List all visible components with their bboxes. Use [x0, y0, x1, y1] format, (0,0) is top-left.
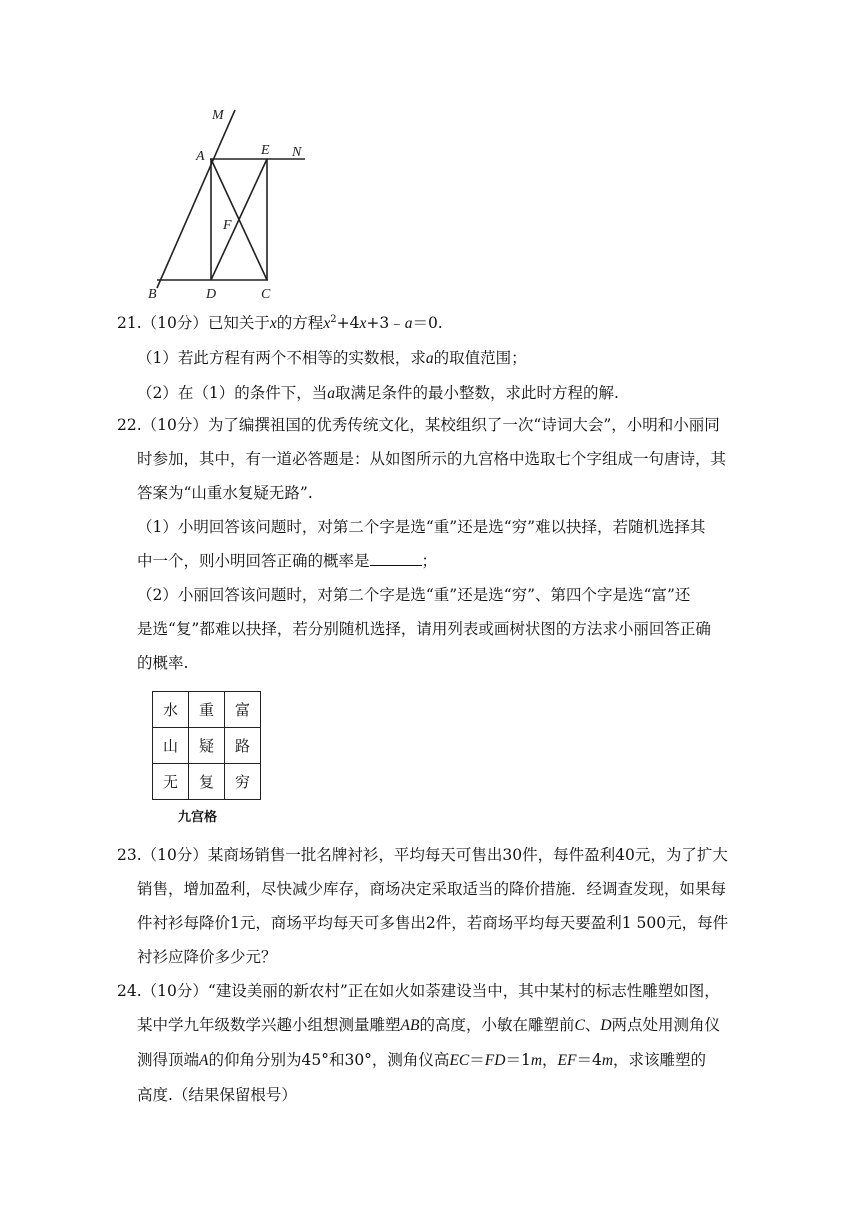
q24-text: ，求该雕塑的: [613, 1051, 707, 1069]
q23-line4: 衬衫应降价多少元？: [137, 948, 277, 966]
grid-cell: 富: [225, 692, 261, 728]
q23-number: 23.: [117, 846, 142, 864]
q24-line4: 高度.（结果保留根号）: [137, 1086, 297, 1104]
q24-line1: [117, 974, 757, 1008]
label-f: F: [223, 218, 232, 233]
var-ef: EF: [557, 1052, 577, 1069]
q23-line3: 件衬衫每降价1元，商场平均每天可多售出2件，若商场平均每天要盈利1 500元，每件: [137, 914, 729, 932]
grid-caption: 九宫格: [178, 810, 218, 825]
line-bm: [157, 110, 235, 288]
q22-points: （10分）: [141, 416, 208, 434]
eq-exponent: 2: [330, 313, 337, 325]
grid-cell: 复: [189, 764, 225, 800]
question-22: [117, 408, 757, 680]
var-fd: FD: [484, 1052, 506, 1069]
grid-cell: 无: [153, 764, 189, 800]
q21-part2-text: 取满足条件的最小整数，求此时方程的解.: [334, 384, 619, 402]
q23-points: （10分）: [141, 846, 208, 864]
q21-part1-text: 的取值范围；: [433, 349, 527, 367]
grid-row: [153, 764, 261, 800]
label-a: A: [196, 149, 205, 164]
q21-stem: [117, 306, 757, 341]
grid-cell: 水: [153, 692, 189, 728]
label-n: N: [292, 145, 302, 160]
var-x: x: [269, 315, 277, 332]
eq-a: a: [404, 315, 413, 332]
var-ec: EC: [449, 1052, 470, 1069]
q22-part1-line2: [117, 544, 757, 578]
q24-text: ＝1: [505, 1051, 531, 1069]
var-d: D: [600, 1017, 612, 1034]
q22-part1-text: ；: [421, 552, 438, 570]
q24-text: 的仰角分别为45°和30°，测角仪高: [208, 1051, 450, 1069]
q24-points: （10分）: [141, 982, 208, 1000]
q21-part1-text: （1）若此方程有两个不相等的实数根，求: [137, 349, 426, 367]
grid-cell: 山: [153, 728, 189, 764]
q22-text: 为了编撰祖国的优秀传统文化，某校组织了一次“诗词大会”，小明和小丽同: [207, 416, 720, 434]
grid-cell: 路: [225, 728, 261, 764]
q22-part2-line1: （2）小丽回答该问题时，对第二个字是选“重”还是选“穷”、第四个字是选“富”还: [137, 586, 691, 604]
var-ab: AB: [400, 1017, 420, 1034]
q24-line2: [117, 1008, 757, 1043]
answer-blank: [370, 551, 422, 566]
question-24: [117, 974, 757, 1112]
label-d: D: [206, 287, 217, 302]
q24-line3: [117, 1043, 757, 1078]
var-a: A: [199, 1052, 209, 1069]
question-23: [117, 838, 757, 974]
geometry-figure: [140, 102, 320, 302]
q22-line2: 时参加，其中，有一道必答题是：从如图所示的九宫格中选取七个字组成一句唐诗，其: [137, 450, 727, 468]
var-c: C: [574, 1017, 585, 1034]
q21-text: 已知关于: [207, 314, 270, 332]
q24-text: 某中学九年级数学兴趣小组想测量雕塑: [137, 1016, 401, 1034]
q22-line1: [117, 408, 757, 442]
question-21: [117, 306, 757, 411]
q24-text: 的高度，小敏在雕塑前: [419, 1016, 575, 1034]
q24-text: ，: [542, 1051, 558, 1069]
var-a: a: [327, 385, 335, 402]
nine-square-grid: [152, 691, 261, 800]
q21-part2: [117, 376, 757, 411]
q24-text: 两点处用测角仪: [611, 1016, 721, 1034]
q23-line2: 销售，增加盈利，尽快减少库存，商场决定采取适当的降价措施．经调查发现，如果每: [137, 880, 727, 898]
grid-cell: 疑: [189, 728, 225, 764]
q21-part1: [117, 341, 757, 376]
q24-text: 测得顶端: [137, 1051, 200, 1069]
q24-text: ＝: [469, 1051, 485, 1069]
q22-part2-line2: 是选“复”都难以抉择，若分别随机选择，请用列表或画树状图的方法求小丽回答正确: [137, 620, 711, 638]
q24-number: 24.: [117, 982, 142, 1000]
q24-text: 、: [584, 1016, 601, 1034]
q21-text: 的方程: [276, 314, 324, 332]
q22-part1-text: 中一个，则小明回答正确的概率是: [137, 552, 370, 570]
var-a: a: [425, 350, 434, 367]
unit-m: m: [530, 1052, 543, 1069]
eq-part: +4: [336, 314, 360, 332]
grid-cell: 重: [189, 692, 225, 728]
q22-line3: 答案为“山重水复疑无路”.: [137, 484, 313, 502]
eq-part: ＝0.: [412, 314, 443, 332]
unit-m: m: [601, 1052, 614, 1069]
label-e: E: [261, 143, 270, 158]
grid-row: [153, 728, 261, 764]
q21-points: （10分）: [141, 314, 208, 332]
eq-part: +3﹣: [366, 314, 405, 332]
grid-row: [153, 692, 261, 728]
q22-part2-line3: 的概率.: [137, 654, 189, 672]
label-m: M: [212, 108, 224, 123]
q23-line1: [117, 838, 757, 872]
q24-text: “建设美丽的新农村”正在如火如荼建设当中，其中某村的标志性雕塑如图，: [207, 982, 720, 1000]
eq-x: x: [323, 315, 331, 332]
eq-x: x: [359, 315, 367, 332]
q21-number: 21.: [117, 314, 142, 332]
q22-number: 22.: [117, 416, 142, 434]
label-c: C: [261, 287, 271, 302]
label-b: B: [148, 287, 157, 302]
q23-text: 某商场销售一批名牌衬衫，平均每天可售出30件，每件盈利40元，为了扩大: [207, 846, 728, 864]
q21-part2-text: （2）在（1）的条件下，当: [137, 384, 328, 402]
grid-cell: 穷: [225, 764, 261, 800]
q22-part1-line1: （1）小明回答该问题时，对第二个字是选“重”还是选“穷”难以抉择，若随机选择其: [137, 518, 706, 536]
q24-text: ＝4: [576, 1051, 602, 1069]
